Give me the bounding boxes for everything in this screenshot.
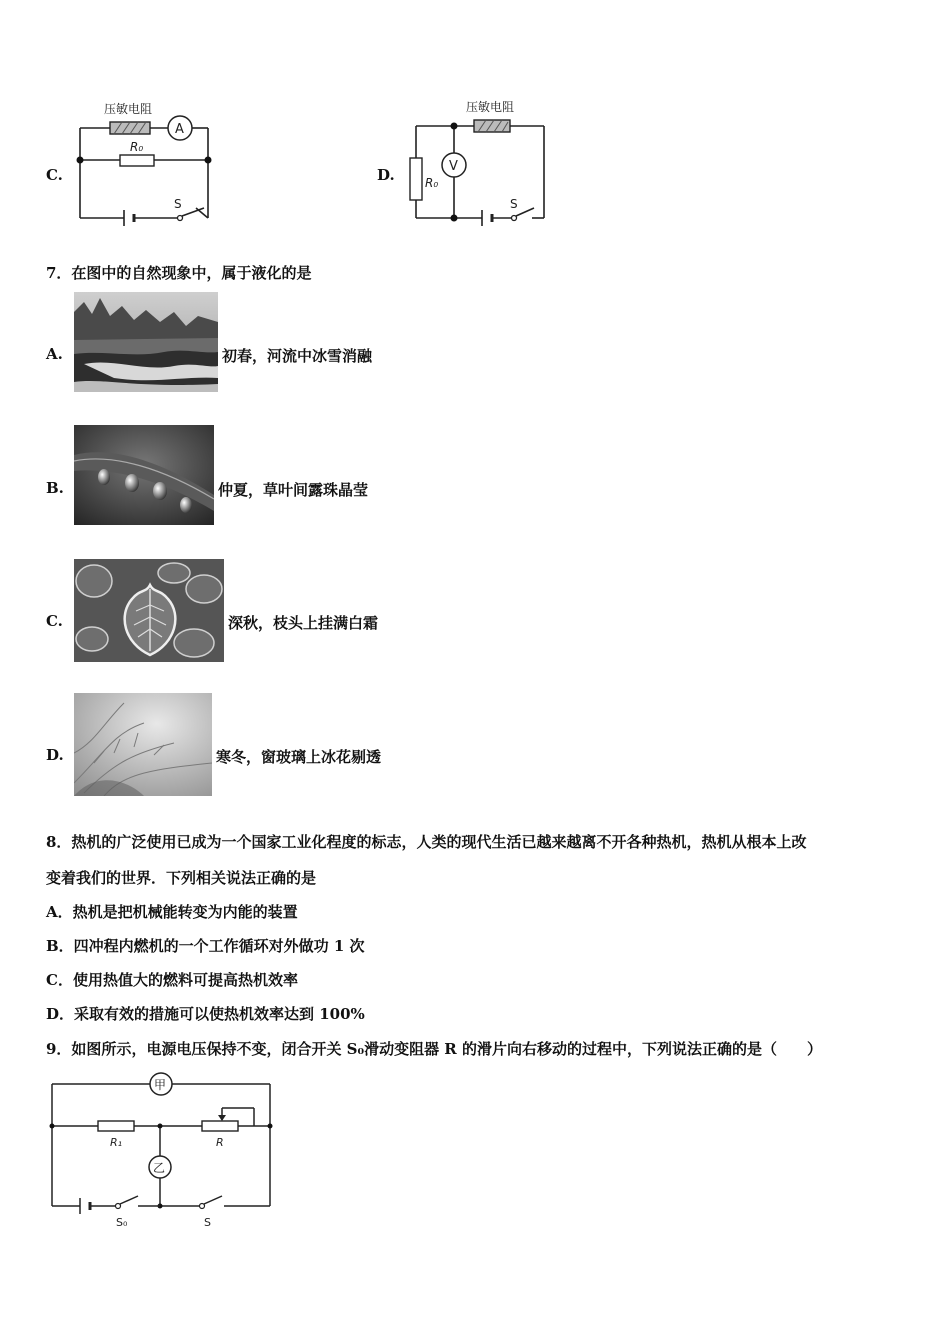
q8-option-c: C．使用热值大的燃料可提高热机效率 [46,971,298,989]
q7-option-a-photo [74,292,218,392]
q7-option-c-letter: C. [46,612,63,630]
meter-jia-label: 甲 [154,1078,167,1092]
meter-yi-label: 乙 [153,1161,166,1175]
q9-stem: 9．如图所示，电源电压保持不变，闭合开关 S₀滑动变阻器 R 的滑片向右移动的过程中，下列说法正确的是（ ） [46,1040,822,1058]
switch-label: S [510,197,518,211]
q7-option-a-letter: A. [46,345,63,363]
r0-resistor [120,155,154,166]
q9-circuit [44,1068,280,1232]
q7-option-c-text: 深秋，枝头上挂满白霜 [228,614,379,632]
switch-label: S [174,197,182,211]
r0-label: R₀ [130,140,144,154]
s-label: S [204,1216,211,1229]
s0-label: S₀ [116,1216,128,1229]
q6-option-c-circuit [70,98,220,226]
r-label: R [216,1136,224,1149]
pressure-resistor-label: 压敏电阻 [466,100,515,114]
ammeter-label: A [175,122,184,137]
pressure-resistor [110,122,150,134]
q7-option-d-photo [74,693,212,796]
q7-stem: 7．在图中的自然现象中，属于液化的是 [46,264,312,282]
r1-label: R₁ [110,1136,123,1149]
q6-option-c-letter: C. [46,166,63,184]
r0-label: R₀ [425,176,439,190]
q6-option-d-letter: D. [377,166,395,184]
q8-option-b: B．四冲程内燃机的一个工作循环对外做功 1 次 [46,937,365,955]
pressure-resistor-label: 压敏电阻 [104,102,153,116]
r-rheostat [202,1121,238,1131]
q8-option-d: D．采取有效的措施可以使热机效率达到 100% [46,1005,365,1023]
q7-option-b-letter: B. [46,479,64,497]
r1-resistor [98,1121,134,1131]
q6-option-d-circuit [404,96,554,226]
q8-option-a: A．热机是把机械能转变为内能的装置 [46,903,298,921]
voltmeter-label: V [449,159,458,174]
q7-option-d-text: 寒冬，窗玻璃上冰花剔透 [216,748,382,766]
q8-stem-line1: 8．热机的广泛使用已成为一个国家工业化程度的标志，人类的现代生活已越来越离不开各种热机，热机从根本上改 [46,833,807,851]
q7-option-a-text: 初春，河流中冰雪消融 [222,347,373,365]
q7-option-b-text: 仲夏，草叶间露珠晶莹 [218,481,369,499]
q8-stem-line2: 变着我们的世界．下列相关说法正确的是 [46,869,317,887]
r0-resistor [410,158,422,200]
q7-option-d-letter: D. [46,746,64,764]
q7-option-b-photo [74,425,214,525]
q7-option-c-photo [74,559,224,662]
